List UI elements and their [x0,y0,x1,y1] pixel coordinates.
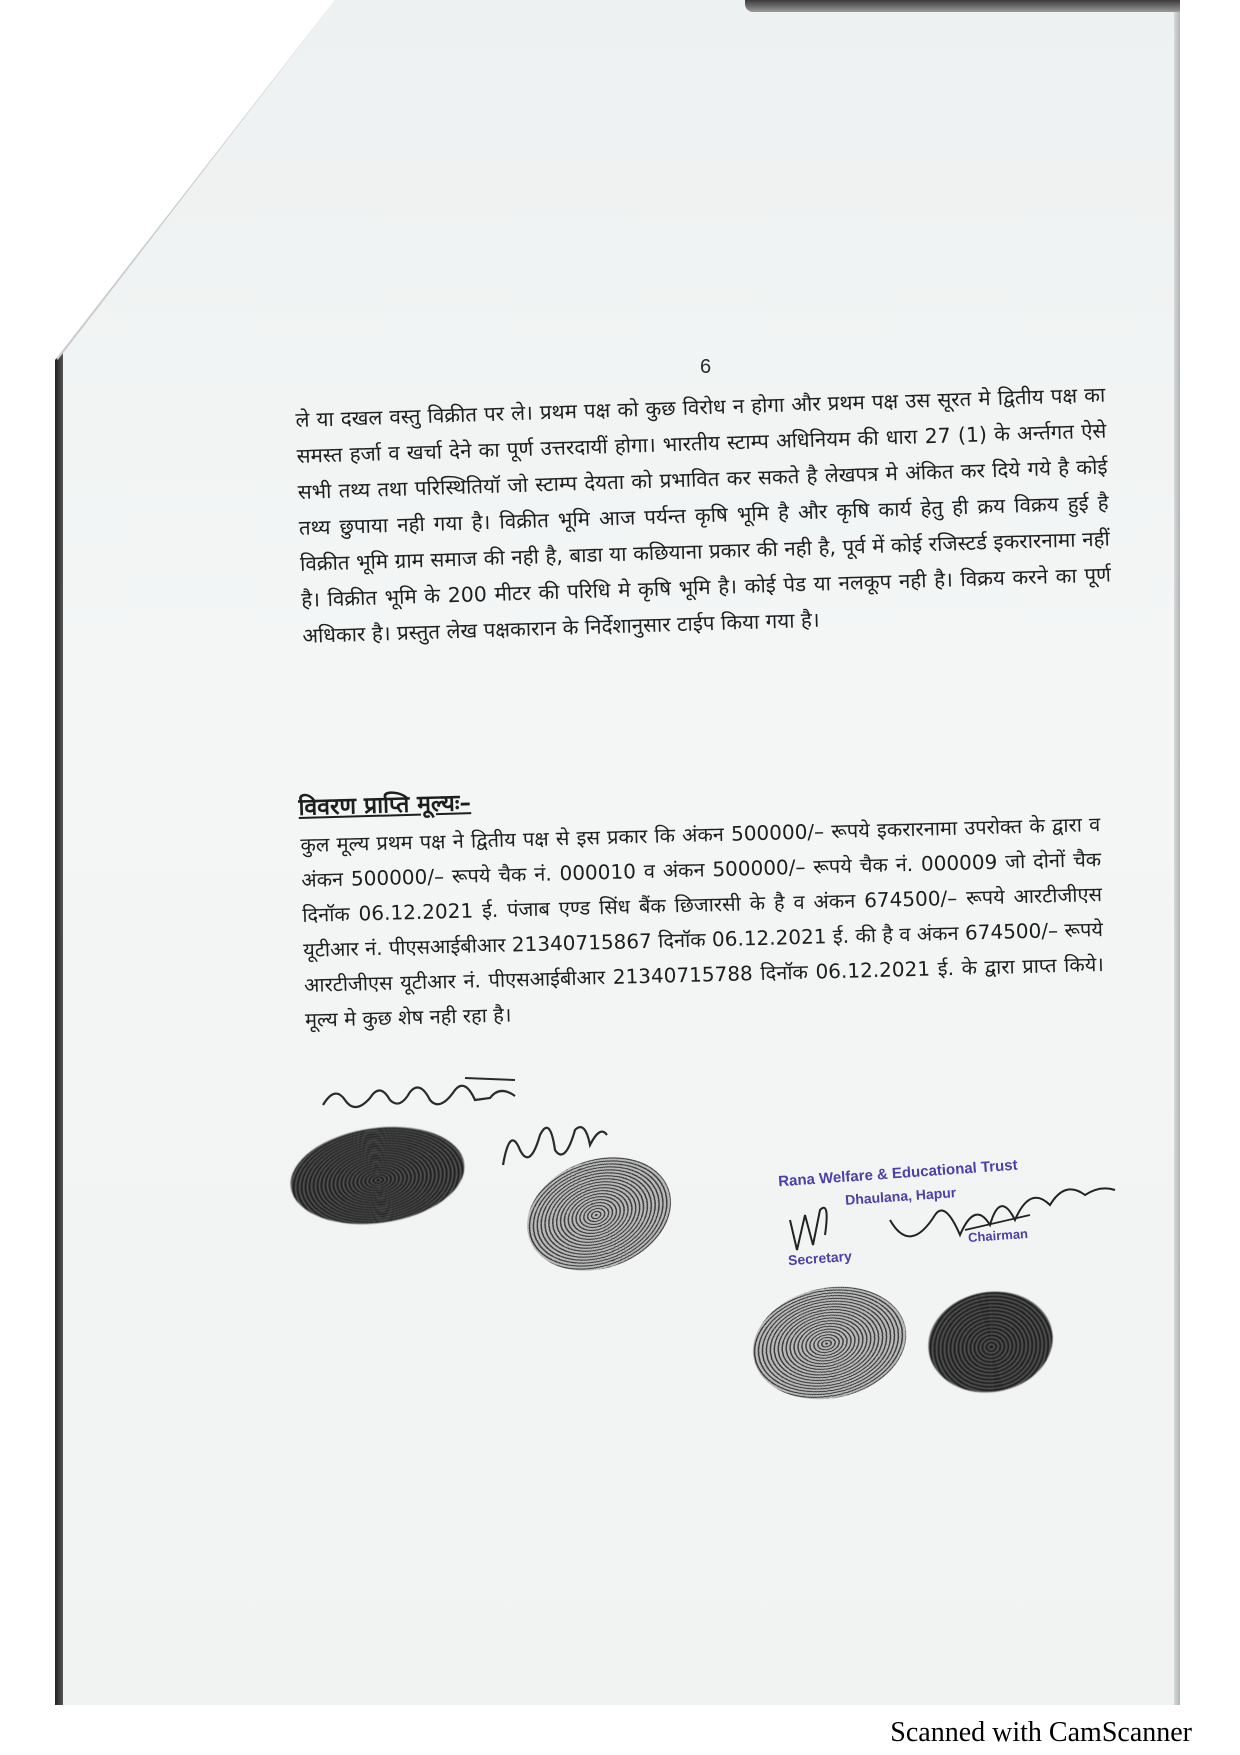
page-shadow-right [1174,0,1180,1705]
scanner-watermark: Scanned with CamScanner [890,1717,1192,1748]
stamp-signatures [785,1160,1125,1260]
stamp-line-1: Rana Welfare & Educational Trust [777,1156,1019,1191]
section-paragraph: कुल मूल्य प्रथम पक्ष ने द्वितीय पक्ष से इस प्रकार कि अंकन 500000/– रूपये इकरारनामा उपरोक्त के द्वारा व अंकन 500000/– रूपये चैक नं. 000010 व अंकन 500000/– रूपये चैक नं. 000009 जो दोनों चैक दिनॉक 06.12.2021 ई. पंजाब एण्ड सिंध बैंक छिजारसी के है व अंकन 674500/– रूपये आरटीजीएस यूटीआर नं. पीएसआईबीआर 21340715867 दिनॉक 06.12.2021 ई. की है व अंकन 674500/– रूपये आरटीजीएस यूटीआर नं. पीएसआईबीआर 21340715788 दिनॉक 06.12.2021 ई. के द्वारा प्राप्त किये। मूल्य मे कुछ शेष नही रहा है। [300,812,1105,1032]
section-heading: विवरण प्राप्ति मूल्यः– [298,790,472,821]
page-shadow-top [745,0,1180,12]
stamp-secretary: Secretary [787,1247,853,1269]
page-shadow-left [55,330,63,1705]
page-number: 6 [700,356,712,378]
body-paragraph: ले या दखल वस्तु विक्रीत पर ले। प्रथम पक्ष को कुछ विरोध न होगा और प्रथम पक्ष उस सूरत मे द्वितीय पक्ष का समस्त हर्जा व खर्चा देने का पूर्ण उत्तरदायीं होगा। भारतीय स्टाम्प अधिनियम की धारा 27 (1) के अर्न्तगत ऐसे सभी तथ्य तथा परिस्थितियॉ जो स्टाम्प देयता को प्रभावित कर सकते है लेखपत्र मे अंकित कर दिये गये है कोई तथ्य छुपाया नही गया है। विक्रीत भूमि आज पर्यन्त कृषि भूमि है और कृषि कार्य हेतु ही क्रय विक्रय हुई है विक्रीत भूमि ग्राम समाज की नही है, बाडा या कछियाना प्रकार की नही है, पूर्व में कोई रजिस्टर्ड इकरारनामा नहीं है। विक्रीत भूमि के 200 मीटर की परिधि मे कृषि भूमि है। कोई पेड या नलकूप नही है। विक्रय करने का पूर्ण अधिकार है। प्रस्तुत लेख पक्षकारान के निर्देशानुसार टाईप किया गया है। [295,382,1112,648]
stamp-chairman: Chairman [967,1225,1029,1246]
paper-corner [55,0,335,360]
stamp-line-2: Dhaulana, Hapur [844,1184,957,1208]
